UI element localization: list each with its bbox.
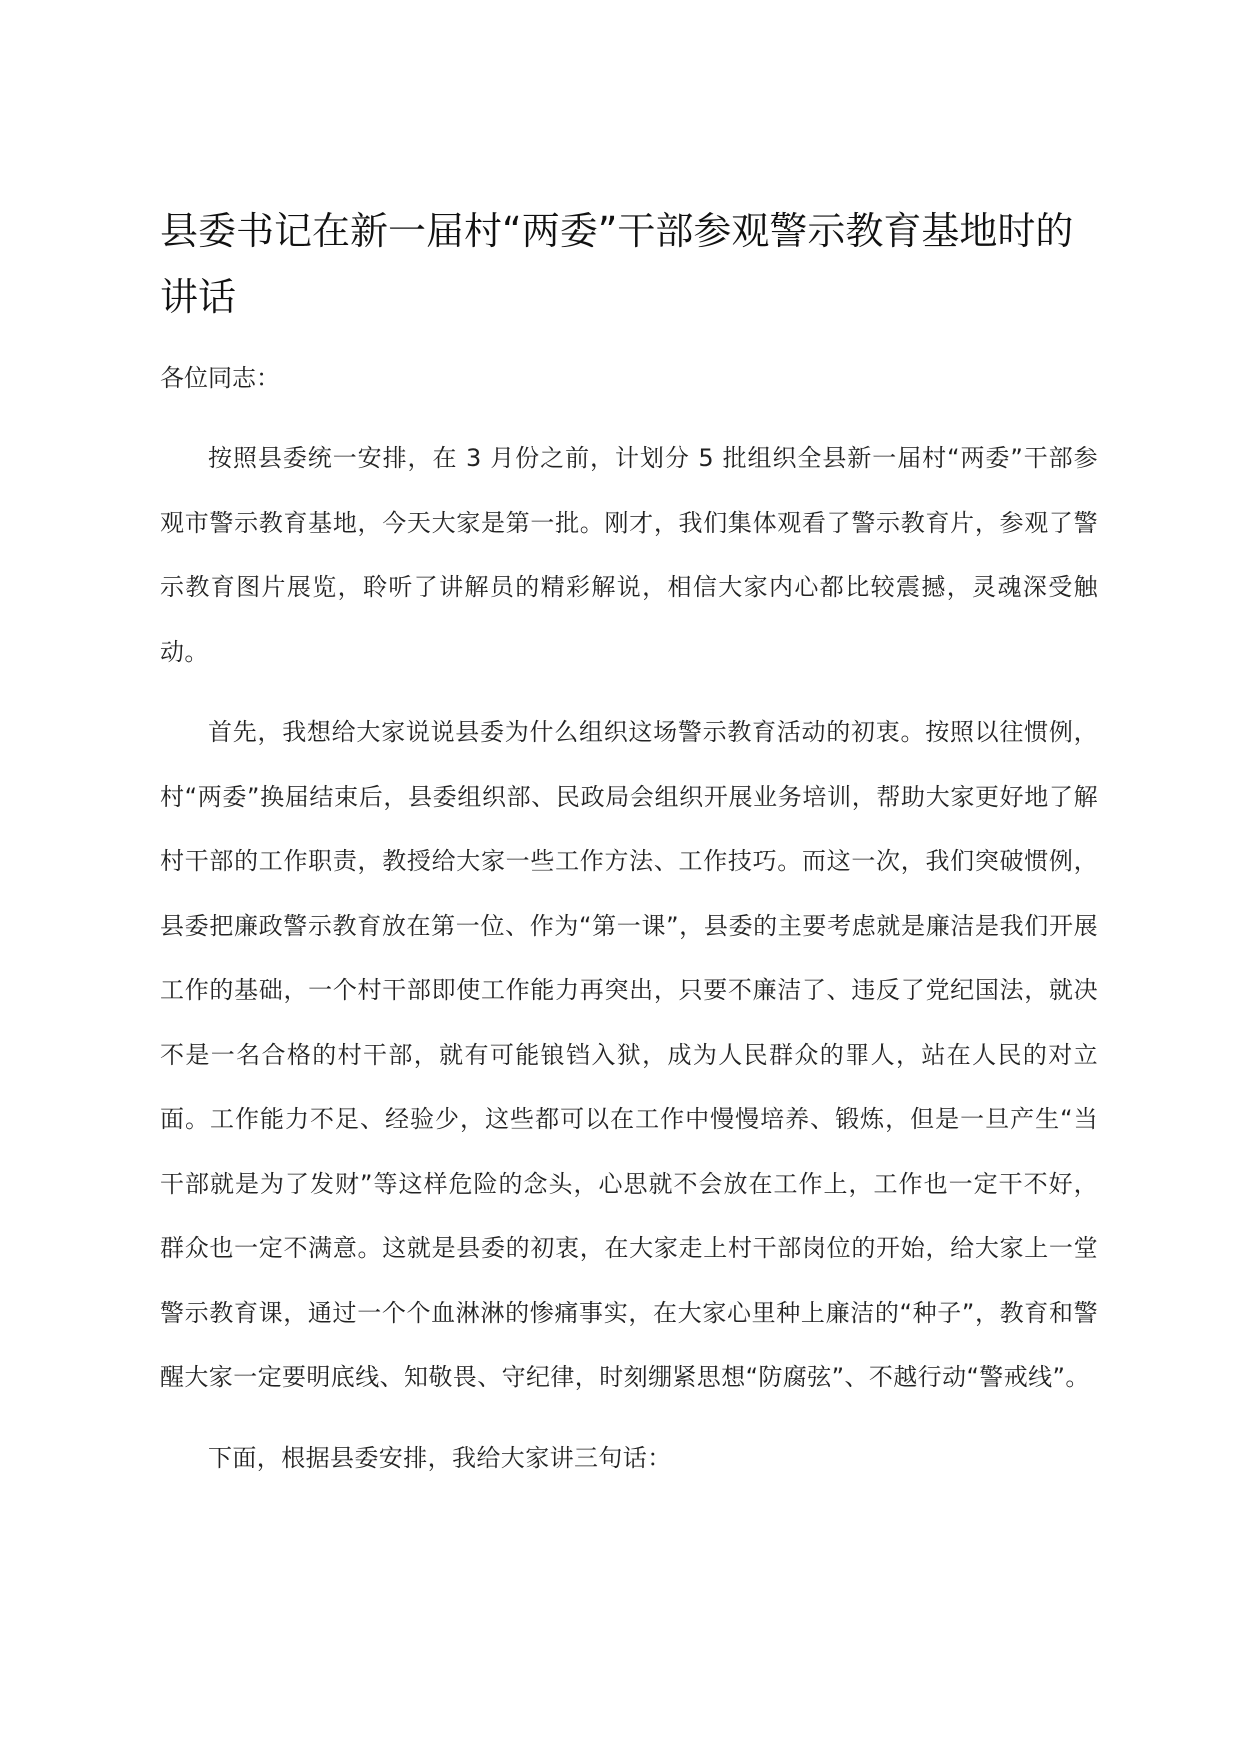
paragraph-2: 首先，我想给大家说说县委为什么组织这场警示教育活动的初衷。按照以往惯例，村“两委”换届结束后，县委组织部、民政局会组织开展业务培训，帮助大家更好地了解村干部的工作职责，教授给大家一些工作方法、工作技巧。而这一次，我们突破惯例，县委把廉政警示教育放在第一位、作为“第一课”，县委的主要考虑就是廉洁是我们开展工作的基础，一个村干部即使工作能力再突出，只要不廉洁了、违反了党纪国法，就决不是一名合格的村干部，就有可能锒铛入狱，成为人民群众的罪人，站在人民的对立面。工作能力不足、经验少，这些都可以在工作中慢慢培养、锻炼，但是一旦产生“当干部就是为了发财”等这样危险的念头，心思就不会放在工作上，工作也一定干不好，群众也一定不满意。这就是县委的初衷，在大家走上村干部岗位的开始，给大家上一堂警示教育课，通过一个个血淋淋的惨痛事实，在大家心里种上廉洁的“种子”，教育和警醒大家一定要明底线、知敬畏、守纪律，时刻绷紧思想“防腐弦”、不越行动“警戒线”。 [160,718,1098,1391]
document-page [160,198,1098,1490]
paragraph-1: 按照县委统一安排，在 3 月份之前，计划分 5 批组织全县新一届村“两委”干部参观市警示教育基地，今天大家是第一批。刚才，我们集体观看了警示教育片，参观了警示教育图片展览，聆听了讲解员的精彩解说，相信大家内心都比较震撼，灵魂深受触动。 [160,444,1098,666]
salutation: 各位同志： [160,364,280,392]
paragraph-3: 下面，根据县委安排，我给大家讲三句话： [208,1443,672,1472]
document-title: 县委书记在新一届村“两委”干部参观警示教育基地时的讲话 [160,209,1074,319]
